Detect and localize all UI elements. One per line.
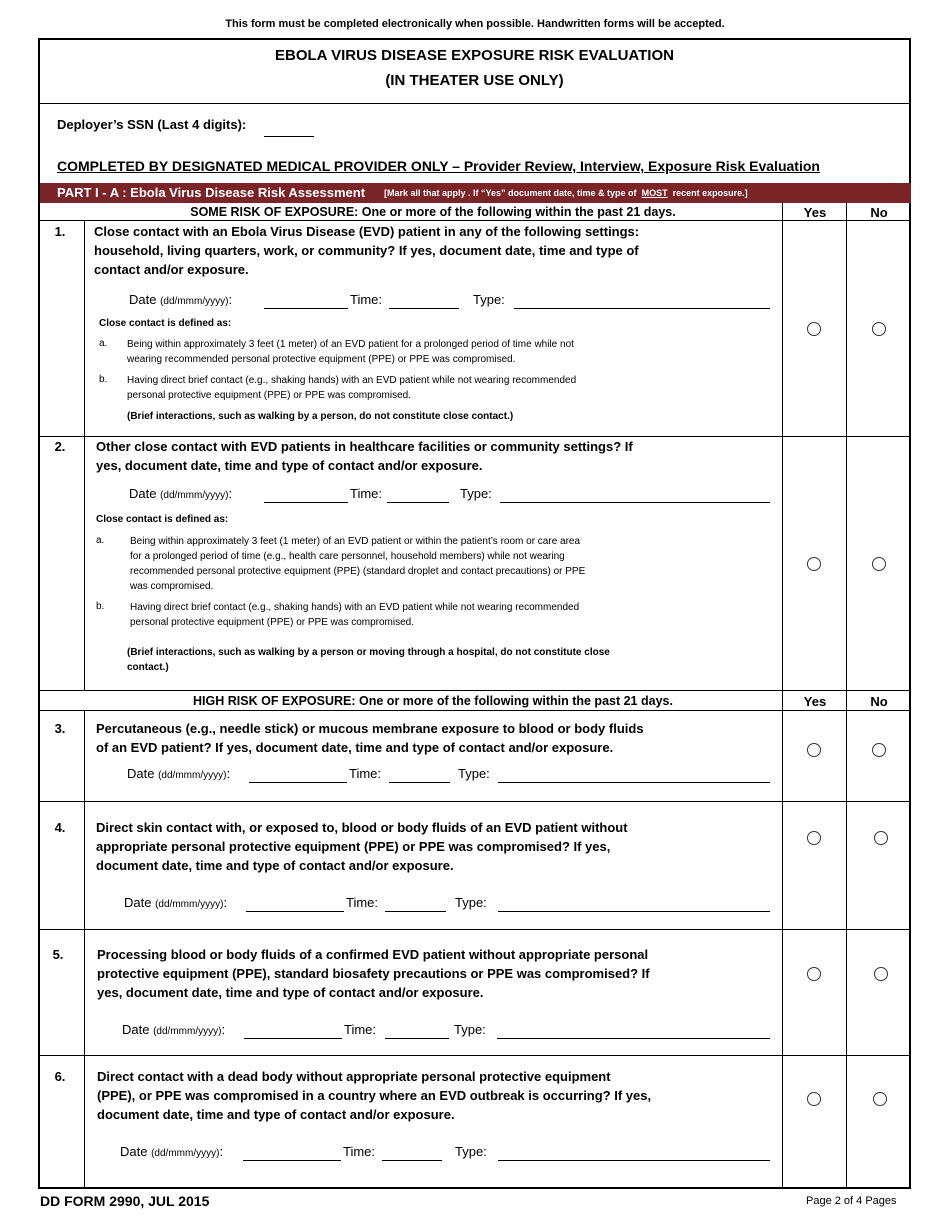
type-input-line[interactable] [498,782,770,783]
time-input-line[interactable] [389,308,459,309]
time-input-line[interactable] [382,1160,442,1161]
question-number: 5. [52,947,64,962]
completed-by-notice: COMPLETED BY DESIGNATED MEDICAL PROVIDER ONLY – Provider Review, Interview, Exposure Risk Evaluation [57,158,820,174]
row-divider [40,1055,911,1056]
close-contact-definition-header: Close contact is defined as: [96,514,229,525]
question-number: 2. [54,439,66,454]
question-number: 3. [54,721,66,736]
row-divider [40,690,911,691]
definition-letter: a. [99,338,108,349]
form-title: EBOLA VIRUS DISEASE EXPOSURE RISK EVALUATION [275,47,674,64]
definition-item: Having direct brief contact (e.g., shaking hands) with an EVD patient while not wearing recommended personal protective equipment (PPE) or PPE was compromised. [127,375,577,401]
high-risk-header: HIGH RISK OF EXPOSURE: One or more of the following within the past 21 days. [193,694,673,708]
definition-letter: b. [96,601,105,612]
question-3-no-radio[interactable] [872,743,886,757]
form-number: DD FORM 2990, JUL 2015 [40,1193,210,1209]
definition-note: (Brief interactions, such as walking by a person or moving through a hospital, do not constitute close contact.) [127,647,610,673]
question-4-fields: Date (dd/mmm/yyyy): Time: Type: [0,895,782,913]
question-6-text: Direct contact with a dead body without appropriate personal protective equipment (PPE), or PPE was compromised in a country where an EVD outbreak is occurring? If yes, document date, time and type of contact and/or exposure. [97,1069,652,1122]
question-5-no-radio[interactable] [874,967,888,981]
yes-column-header: Yes [803,694,827,709]
question-6-no-radio[interactable] [873,1092,887,1106]
question-5-yes-radio[interactable] [807,967,821,981]
form-subtitle: (IN THEATER USE ONLY) [385,72,564,89]
ssn-label: Deployer’s SSN (Last 4 digits): [57,117,247,132]
time-input-line[interactable] [385,911,446,912]
question-4-yes-radio[interactable] [807,831,821,845]
row-divider [40,710,911,711]
num-column-divider [84,220,85,690]
question-4-no-radio[interactable] [874,831,888,845]
question-2-yes-radio[interactable] [807,557,821,571]
definition-note: (Brief interactions, such as walking by a person, do not constitute close contact.) [127,411,514,422]
definition-letter: b. [99,374,108,385]
question-4-text: Direct skin contact with, or exposed to, blood or body fluids of an EVD patient without appropriate personal protective equipment (PPE) or PPE was compromised? If yes, document date, time and type of contact and/or exposure. [96,820,628,873]
page-indicator: Page 2 of 4 Pages [806,1195,897,1207]
question-number: 4. [54,820,66,835]
yes-column-header: Yes [803,205,827,220]
date-input-line[interactable] [249,782,347,783]
type-input-line[interactable] [497,1038,770,1039]
question-1-fields: Date (dd/mmm/yyyy): Time: Type: [0,292,782,310]
type-input-line[interactable] [500,502,770,503]
question-2-fields: Date (dd/mmm/yyyy): Time: Type: [0,486,782,504]
definition-item: Being within approximately 3 feet (1 meter) of an EVD patient for a prolonged period of time while not wearing recommended personal protective equipment (PPE) or PPE was compromised. [127,339,574,365]
question-1-text: Close contact with an Ebola Virus Disease (EVD) patient in any of the following settings: household, living quarters, work, or community? If yes, document date, time and type of contact and/or exposure. [94,224,640,277]
date-input-line[interactable] [243,1160,341,1161]
time-input-line[interactable] [389,782,450,783]
row-divider [40,929,911,930]
part-title: PART I - A : Ebola Virus Disease Risk Assessment [57,185,366,200]
question-2-no-radio[interactable] [872,557,886,571]
question-6-yes-radio[interactable] [807,1092,821,1106]
question-number: 6. [54,1069,66,1084]
question-1-no-radio[interactable] [872,322,886,336]
date-input-line[interactable] [244,1038,342,1039]
type-input-line[interactable] [498,911,770,912]
definition-item: Having direct brief contact (e.g., shaking hands) with an EVD patient while not wearing recommended personal protective equipment (PPE) or PPE was compromised. [130,602,580,628]
part-instruction: [Mark all that apply . If “Yes” document date, time & type of MOST recent exposure.] [384,188,748,198]
definition-item: Being within approximately 3 feet (1 meter) of an EVD patient or within the patient’s room or care area for a prolonged period of time (e.g., health care personnel, household members) while not wearing recommended personal protective equipment (PPE) (standard droplet and contact precautions) or PPE was compromised. [130,536,586,592]
question-3-text: Percutaneous (e.g., needle stick) or mucous membrane exposure to blood or body fluids of an EVD patient? If yes, document date, time and type of contact and/or exposure. [96,721,644,755]
question-3-yes-radio[interactable] [807,743,821,757]
type-input-line[interactable] [514,308,770,309]
definition-letter: a. [96,535,105,546]
no-column-header: No [870,205,888,220]
time-input-line[interactable] [385,1038,449,1039]
date-input-line[interactable] [264,308,348,309]
row-divider [40,220,911,221]
close-contact-definition-header: Close contact is defined as: [99,318,232,329]
date-input-line[interactable] [264,502,348,503]
question-5-text: Processing blood or body fluids of a confirmed EVD patient without appropriate personal protective equipment (PPE), standard biosafety precautions or PPE was compromised? If yes, document date, time and type of contact and/or exposure. [97,947,650,1000]
electronic-completion-notice: This form must be completed electronically when possible. Handwritten forms will be accepted. [225,18,725,30]
question-3-fields: Date (dd/mmm/yyyy): Time: Type: [0,766,782,784]
question-number: 1. [54,224,66,239]
title-divider [40,103,911,104]
question-2-text: Other close contact with EVD patients in healthcare facilities or community settings? If yes, document date, time and type of contact and/or exposure. [96,439,633,473]
date-input-line[interactable] [246,911,344,912]
no-column-header: No [870,694,888,709]
time-input-line[interactable] [387,502,449,503]
question-5-fields: Date (dd/mmm/yyyy): Time: Type: [0,1022,782,1040]
question-6-fields: Date (dd/mmm/yyyy): Time: Type: [0,1144,782,1162]
ssn-input[interactable] [264,122,314,137]
row-divider [40,801,911,802]
some-risk-header: SOME RISK OF EXPOSURE: One or more of the following within the past 21 days. [190,205,676,219]
question-1-yes-radio[interactable] [807,322,821,336]
type-input-line[interactable] [498,1160,770,1161]
